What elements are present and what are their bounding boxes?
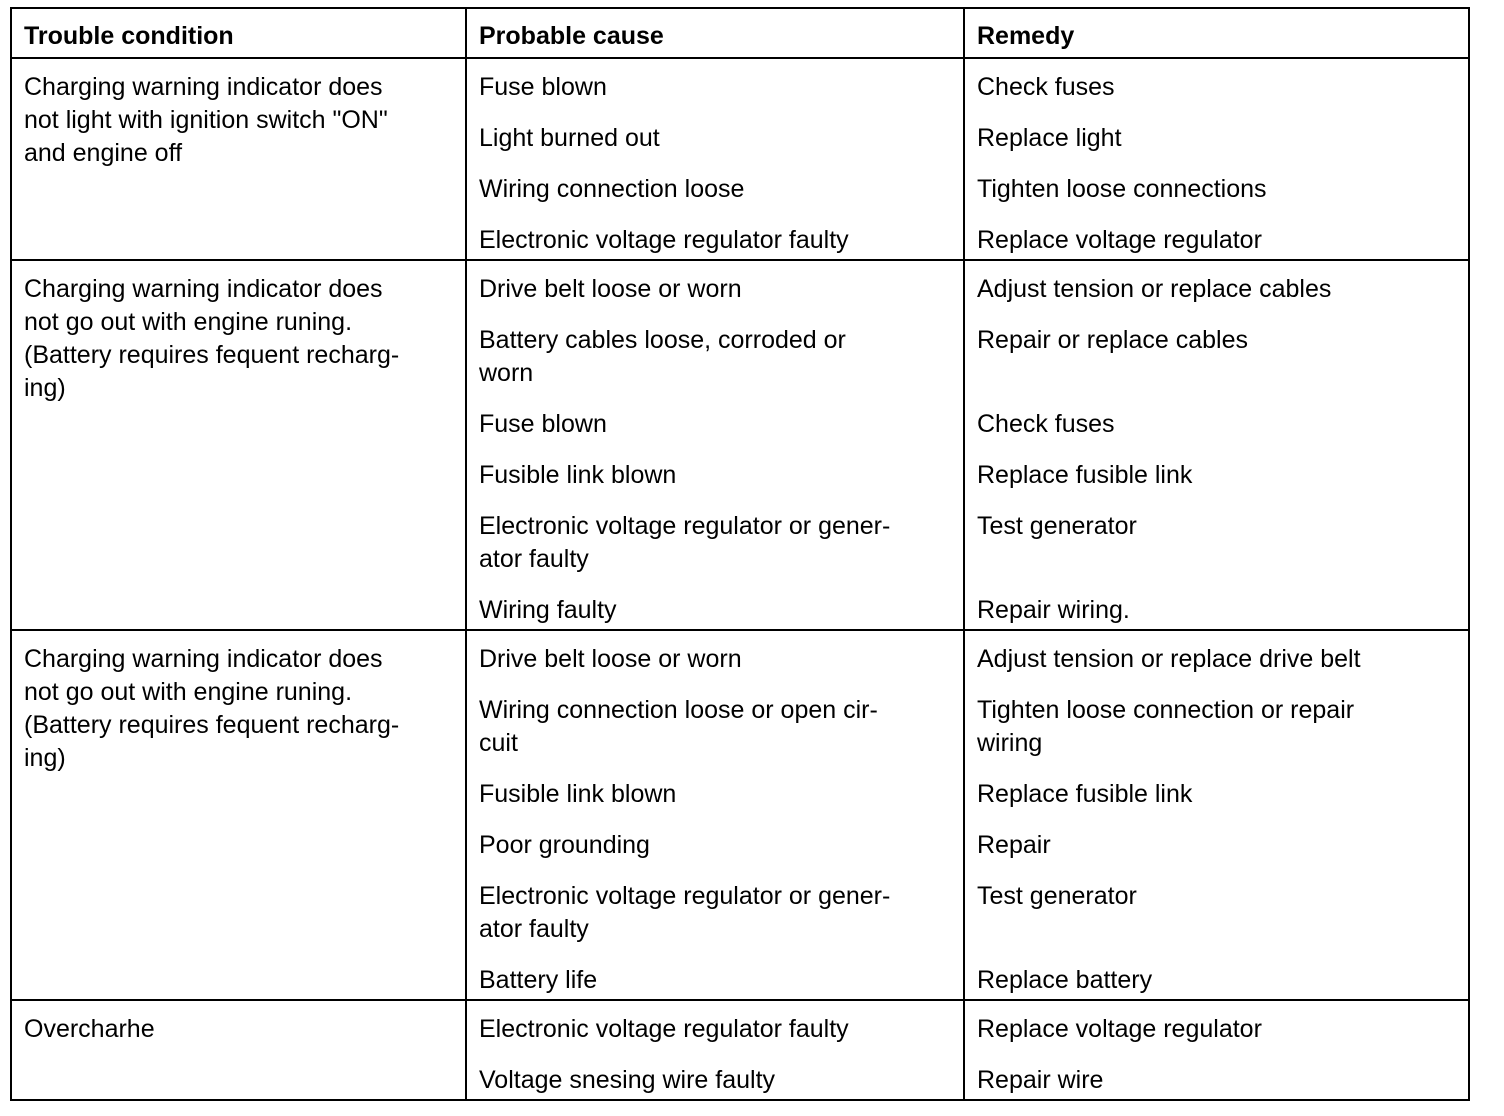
probable-cause-item: Electronic voltage regulator faulty bbox=[479, 1015, 849, 1043]
probable-cause-item: Electronic voltage regulator faulty bbox=[479, 226, 849, 254]
probable-cause-item: Battery life bbox=[479, 966, 598, 994]
remedy-item: Repair bbox=[977, 831, 1051, 859]
remedy-item: Replace fusible link bbox=[977, 780, 1193, 808]
table-row bbox=[11, 58, 1469, 260]
probable-cause-item: Poor grounding bbox=[479, 831, 650, 859]
table-row bbox=[11, 1000, 1469, 1100]
probable-cause-item: Fuse blown bbox=[479, 73, 607, 101]
header-row bbox=[11, 8, 1469, 58]
probable-cause-cell bbox=[466, 1000, 964, 1100]
probable-cause-item: Electronic voltage regulator or gener- ator faulty bbox=[479, 512, 891, 573]
remedy-item: Replace voltage regulator bbox=[977, 226, 1262, 254]
remedy-item: Replace fusible link bbox=[977, 461, 1193, 489]
remedy-item: Tighten loose connections bbox=[977, 175, 1267, 203]
troubleshooting-table bbox=[10, 7, 1470, 1101]
table-row bbox=[11, 260, 1469, 630]
probable-cause-item: Wiring connection loose or open cir- cuit bbox=[479, 696, 878, 757]
remedy-item: Repair wiring. bbox=[977, 596, 1130, 624]
probable-cause-item: Wiring faulty bbox=[479, 596, 617, 624]
remedy-item: Adjust tension or replace cables bbox=[977, 275, 1332, 303]
probable-cause-item: Light burned out bbox=[479, 124, 660, 152]
remedy-item: Tighten loose connection or repair wiring bbox=[977, 696, 1355, 757]
probable-cause-item: Wiring connection loose bbox=[479, 175, 745, 203]
probable-cause-item: Drive belt loose or worn bbox=[479, 645, 742, 673]
probable-cause-item: Fusible link blown bbox=[479, 780, 677, 808]
probable-cause-item: Battery cables loose, corroded or worn bbox=[479, 326, 846, 387]
probable-cause-item: Fusible link blown bbox=[479, 461, 677, 489]
remedy-item: Test generator bbox=[977, 882, 1137, 910]
remedy-cell bbox=[964, 1000, 1469, 1100]
probable-cause-item: Electronic voltage regulator or gener- ator faulty bbox=[479, 882, 891, 943]
remedy-item: Test generator bbox=[977, 512, 1137, 540]
probable-cause-cell bbox=[466, 58, 964, 260]
remedy-item: Check fuses bbox=[977, 410, 1115, 438]
remedy-cell bbox=[964, 260, 1469, 630]
remedy-item: Adjust tension or replace drive belt bbox=[977, 645, 1361, 673]
remedy-item: Check fuses bbox=[977, 73, 1115, 101]
trouble-condition-cell: Charging warning indicator does not go out with engine runing. (Battery requires fequent recharg- ing) bbox=[11, 630, 466, 1000]
probable-cause-cell bbox=[466, 630, 964, 1000]
remedy-cell bbox=[964, 58, 1469, 260]
header-probable-cause: Probable cause bbox=[466, 8, 964, 58]
remedy-item: Replace voltage regulator bbox=[977, 1015, 1262, 1043]
header-trouble-condition: Trouble condition bbox=[11, 8, 466, 58]
probable-cause-item: Voltage snesing wire faulty bbox=[479, 1066, 776, 1094]
trouble-condition-cell: Overcharhe bbox=[11, 1000, 466, 1100]
probable-cause-item: Fuse blown bbox=[479, 410, 607, 438]
remedy-item: Replace light bbox=[977, 124, 1122, 152]
trouble-condition-cell: Charging warning indicator does not go out with engine runing. (Battery requires fequent recharg- ing) bbox=[11, 260, 466, 630]
remedy-item: Repair wire bbox=[977, 1066, 1104, 1094]
trouble-condition-cell: Charging warning indicator does not light with ignition switch "ON" and engine off bbox=[11, 58, 466, 260]
remedy-cell bbox=[964, 630, 1469, 1000]
header-remedy: Remedy bbox=[964, 8, 1469, 58]
remedy-item: Repair or replace cables bbox=[977, 326, 1248, 354]
remedy-item: Replace battery bbox=[977, 966, 1153, 994]
probable-cause-item: Drive belt loose or worn bbox=[479, 275, 742, 303]
table-row bbox=[11, 630, 1469, 1000]
probable-cause-cell bbox=[466, 260, 964, 630]
